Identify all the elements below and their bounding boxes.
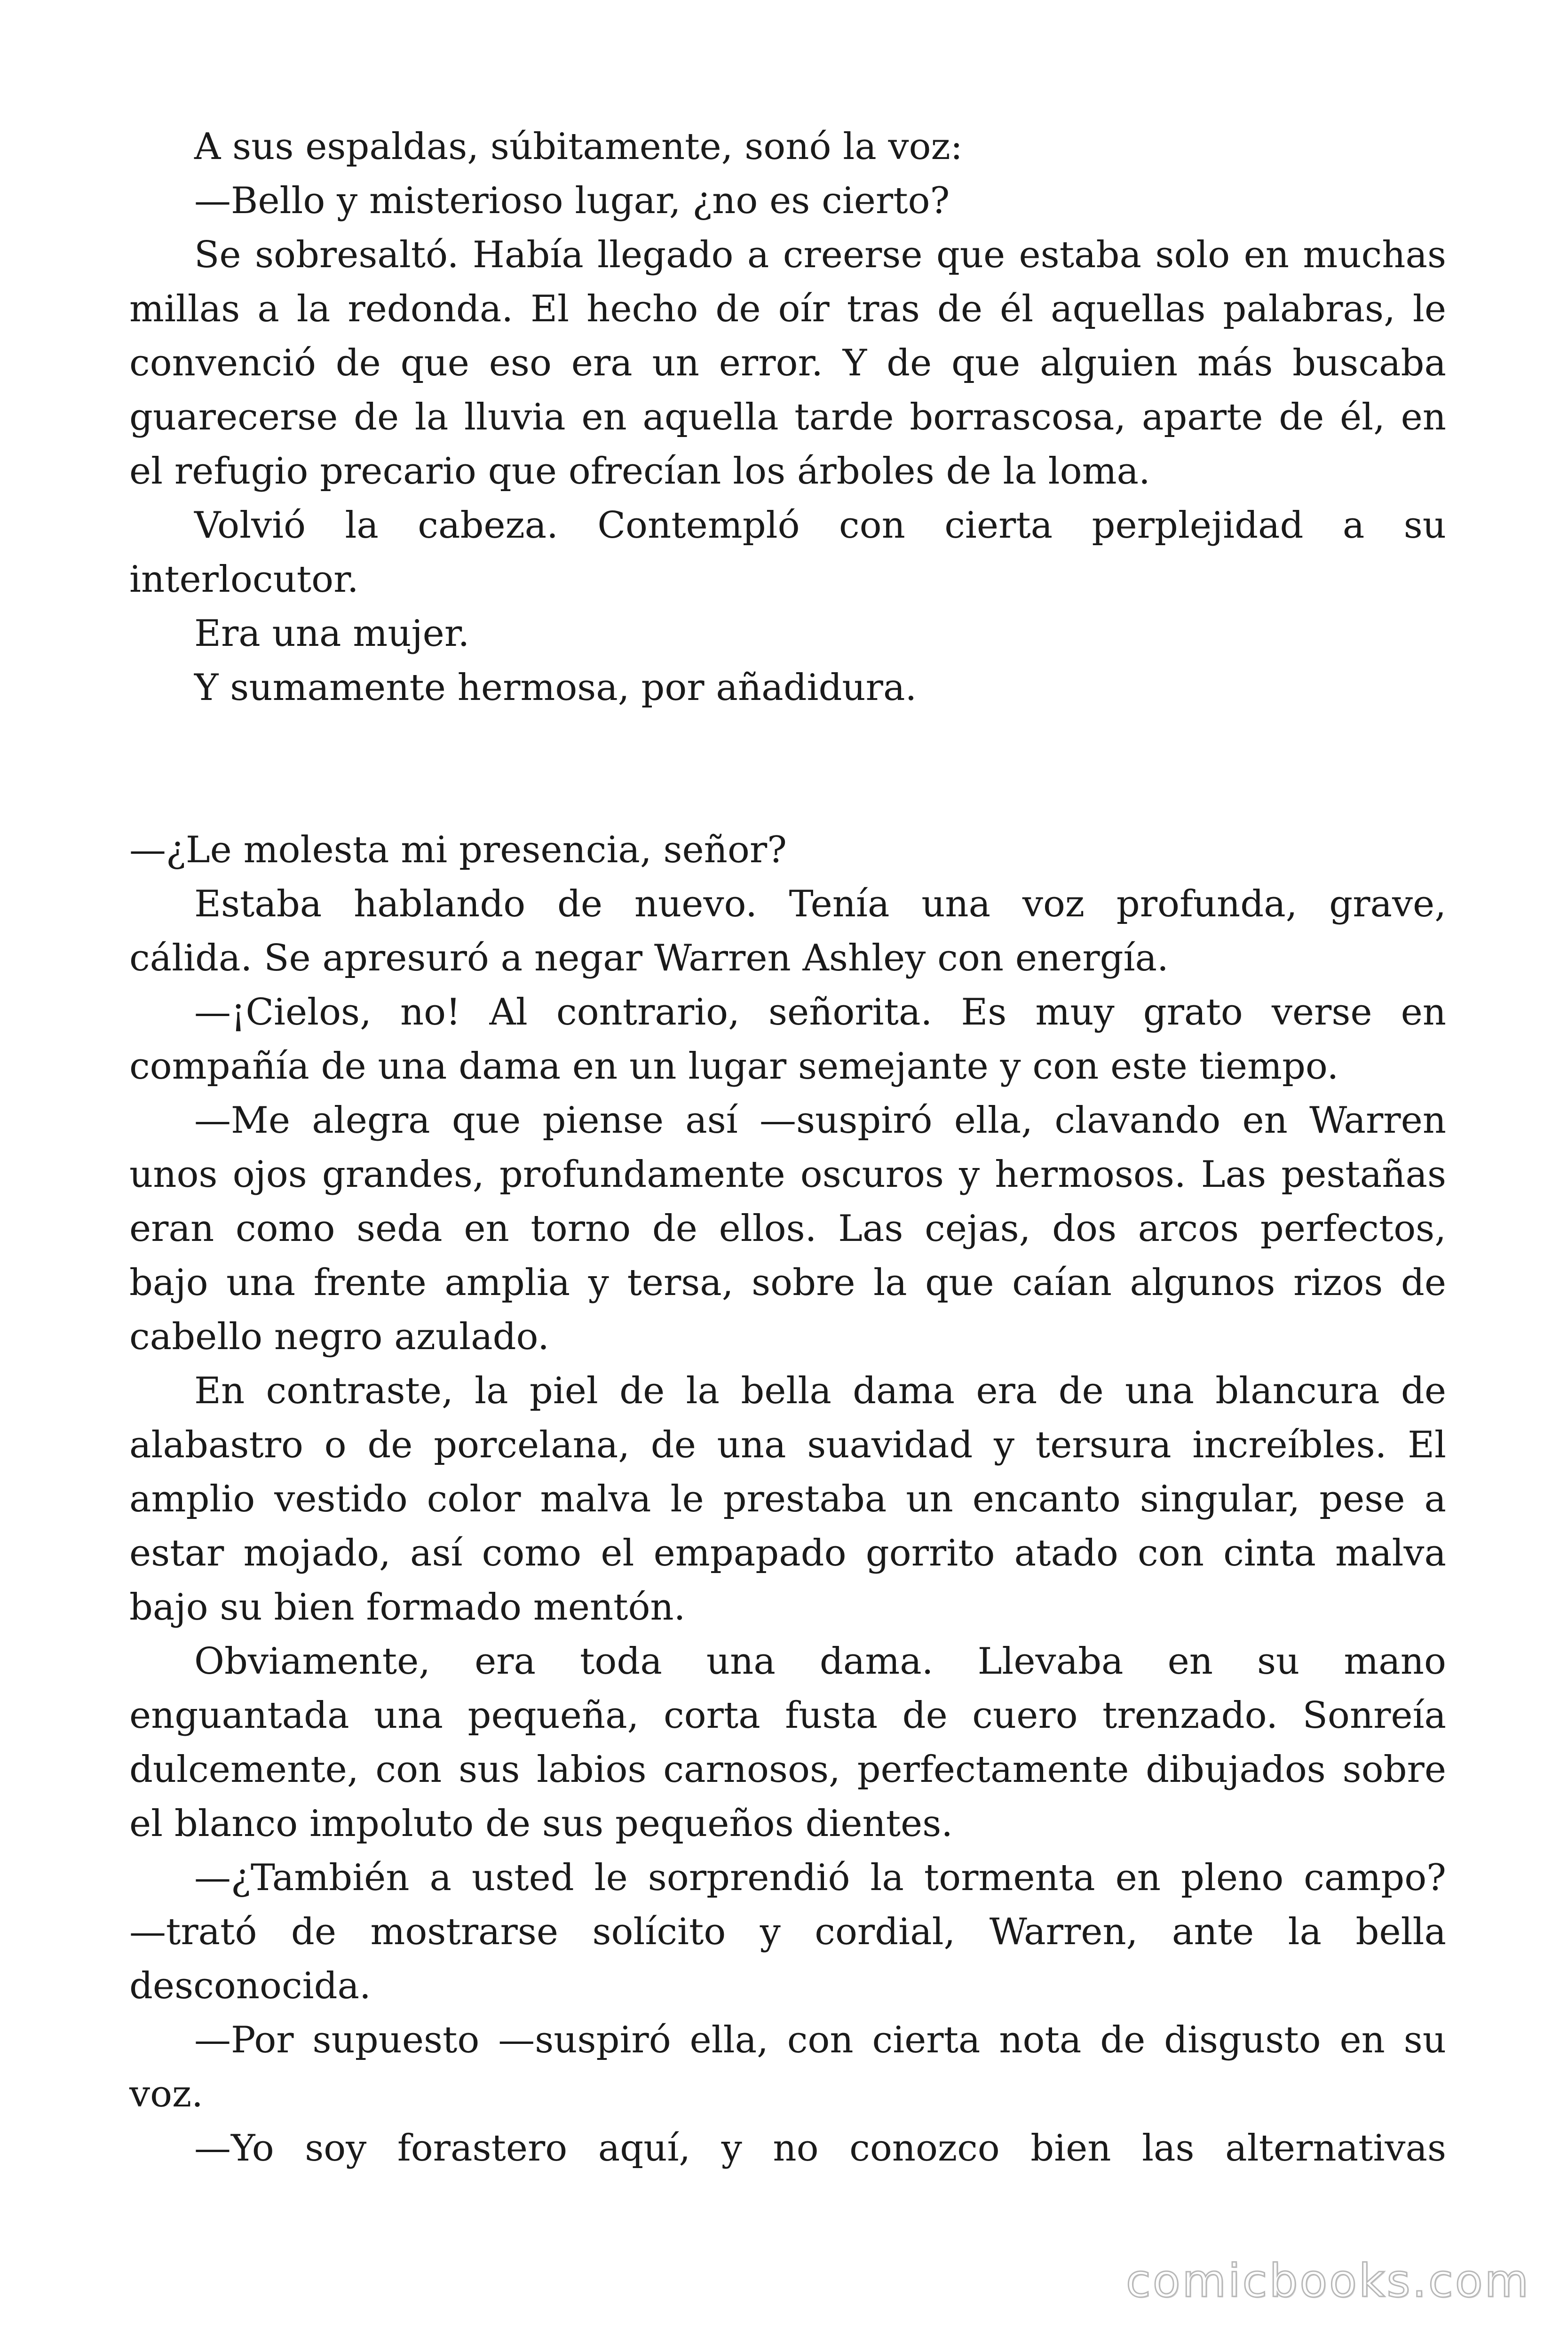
text-line: —trató de mostrarse solícito y cordial, Warren, ante la bella	[129, 1911, 1446, 1953]
text-line: Se sobresaltó. Había llegado a creerse que estaba solo en muchas	[194, 234, 1446, 276]
text-line: Estaba hablando de nuevo. Tenía una voz profunda, grave,	[194, 883, 1446, 925]
text-line: estar mojado, así como el empapado gorrito atado con cinta malva	[129, 1532, 1446, 1574]
page-text	[129, 120, 1446, 2176]
text-line: eran como seda en torno de ellos. Las cejas, dos arcos perfectos,	[129, 1208, 1446, 1250]
watermark-logo: comicbooks.com	[1125, 2255, 1530, 2307]
text-line: —Bello y misterioso lugar, ¿no es cierto?	[194, 180, 950, 222]
text-line: compañía de una dama en un lugar semejante y con este tiempo.	[129, 1045, 1339, 1088]
text-line: amplio vestido color malva le prestaba un encanto singular, pese a	[129, 1478, 1446, 1520]
text-line: millas a la redonda. El hecho de oír tras de él aquellas palabras, le	[129, 288, 1446, 330]
text-line: —¿Le molesta mi presencia, señor?	[129, 829, 787, 871]
text-line: —¡Cielos, no! Al contrario, señorita. Es muy grato verse en	[194, 991, 1446, 1033]
text-line: convenció de que eso era un error. Y de que alguien más buscaba	[129, 342, 1446, 384]
text-line: cabello negro azulado.	[129, 1316, 549, 1358]
text-line: Y sumamente hermosa, por añadidura.	[194, 667, 917, 709]
text-line: alabastro o de porcelana, de una suavidad y tersura increíbles. El	[129, 1424, 1446, 1466]
text-line: voz.	[129, 2073, 203, 2115]
text-line: Era una mujer.	[194, 612, 470, 655]
text-line: unos ojos grandes, profundamente oscuros y hermosos. Las pestañas	[129, 1153, 1446, 1196]
text-line: dulcemente, con sus labios carnosos, perfectamente dibujados sobre	[129, 1748, 1446, 1791]
text-line: guarecerse de la lluvia en aquella tarde borrascosa, aparte de él, en	[129, 396, 1446, 438]
text-line: interlocutor.	[129, 558, 359, 601]
text-block-1	[129, 120, 1446, 715]
text-block-2	[129, 823, 1446, 2176]
text-line: En contraste, la piel de la bella dama era de una blancura de	[194, 1370, 1446, 1412]
text-line: —Yo soy forastero aquí, y no conozco bien las alternativas	[194, 2127, 1446, 2169]
text-line: desconocida.	[129, 1965, 371, 2007]
text-line: bajo una frente amplia y tersa, sobre la que caían algunos rizos de	[129, 1262, 1446, 1304]
text-line: —¿También a usted le sorprendió la tormenta en pleno campo?	[194, 1857, 1446, 1899]
section-break	[129, 715, 1446, 823]
text-line: cálida. Se apresuró a negar Warren Ashley con energía.	[129, 937, 1169, 979]
text-line: el blanco impoluto de sus pequeños dientes.	[129, 1803, 953, 1845]
text-line: —Me alegra que piense así —suspiró ella, clavando en Warren	[194, 1099, 1446, 1142]
text-line: bajo su bien formado mentón.	[129, 1586, 686, 1629]
text-line: el refugio precario que ofrecían los árboles de la loma.	[129, 450, 1150, 493]
text-line: Volvió la cabeza. Contempló con cierta perplejidad a su	[194, 504, 1446, 547]
text-line: A sus espaldas, súbitamente, sonó la voz:	[194, 126, 963, 168]
text-line: enguantada una pequeña, corta fusta de cuero trenzado. Sonreía	[129, 1694, 1446, 1737]
text-line: Obviamente, era toda una dama. Llevaba en su mano	[194, 1640, 1446, 1683]
text-line: —Por supuesto —suspiró ella, con cierta nota de disgusto en su	[194, 2019, 1446, 2061]
